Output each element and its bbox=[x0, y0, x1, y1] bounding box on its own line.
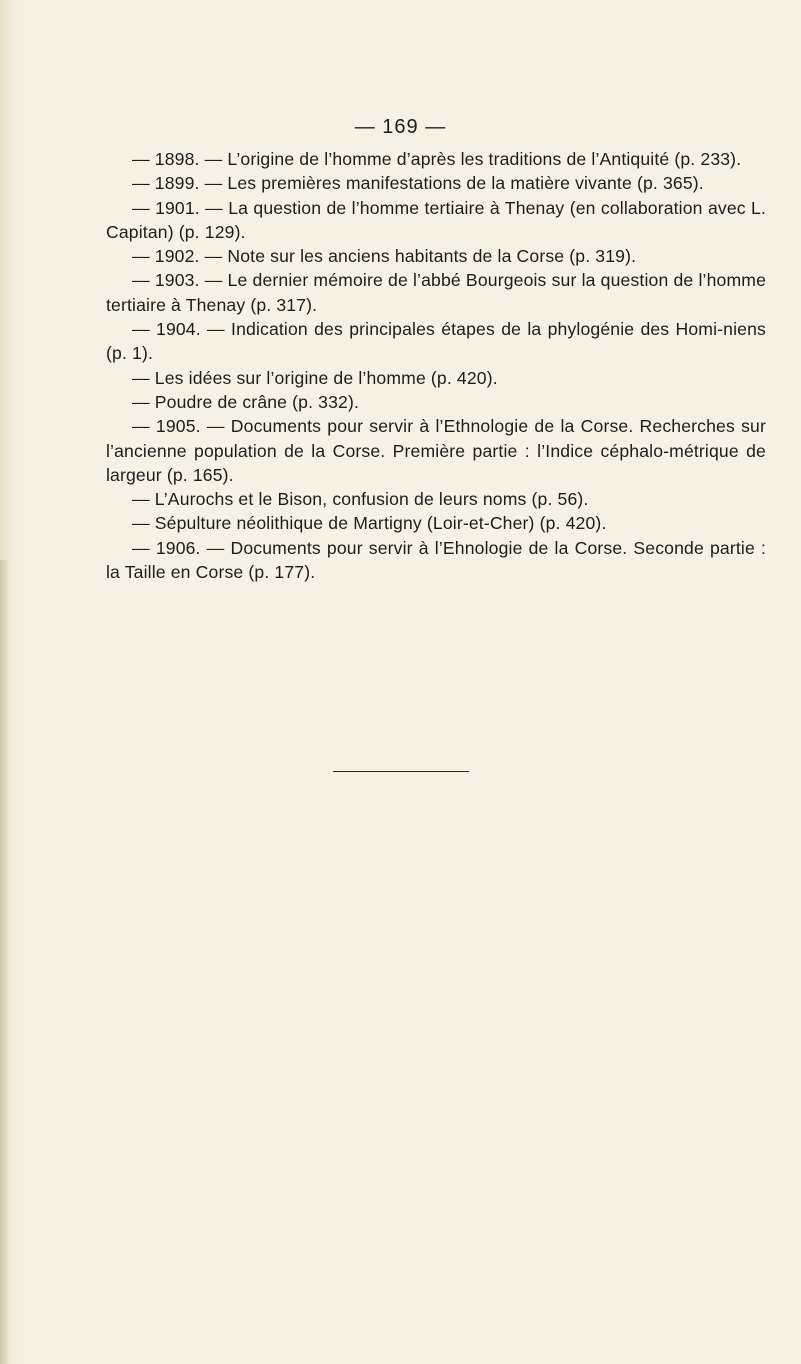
bibliography-entry: — 1901. — La question de l’homme tertiaire à Thenay (en collaboration avec L. Capitan) (p. 129). bbox=[106, 197, 766, 242]
bibliography-entry: — 1898. — L’origine de l’homme d’après les traditions de l’Antiquité (p. 233). bbox=[132, 149, 742, 169]
bibliography-entry: — L’Aurochs et le Bison, confusion de leurs noms (p. 56). bbox=[132, 489, 589, 510]
bibliography-entry: — 1903. — Le dernier mémoire de l’abbé Bourgeois sur la question de l’homme tertiaire à Thenay (p. 317). bbox=[106, 270, 766, 315]
bibliography-entry: — 1906. — Documents pour servir à l’Ehnologie de la Corse. Seconde partie : la Taille en Corse (p. 177). bbox=[106, 537, 766, 583]
bibliography-list bbox=[106, 147, 766, 584]
bibliography-entry: — Sépulture néolithique de Martigny (Loir-et-Cher) (p. 420). bbox=[132, 513, 607, 534]
bibliography-entry: — 1902. — Note sur les anciens habitants de la Corse (p. 319). bbox=[132, 246, 637, 267]
bibliography-entry: — 1905. — Documents pour servir à l’Ethnologie de la Corse. Recherches sur l’ancienne population de la Corse. Première partie : l’Indice céphalo-métrique de largeur (p. 165). bbox=[106, 416, 766, 485]
section-end-rule bbox=[333, 771, 469, 772]
bibliography-entry: — 1904. — Indication des principales étapes de la phylogénie des Homi-niens (p. 1). bbox=[106, 319, 766, 364]
bibliography-entry: — Les idées sur l’origine de l’homme (p. 420). bbox=[132, 367, 498, 388]
page-number: — 169 — bbox=[354, 116, 447, 138]
page-edge-shadow bbox=[0, 560, 10, 1364]
bibliography-entry: — Poudre de crâne (p. 332). bbox=[132, 391, 360, 412]
bibliography-entry: — 1899. — Les premières manifestations de la matière vivante (p. 365). bbox=[132, 173, 704, 194]
